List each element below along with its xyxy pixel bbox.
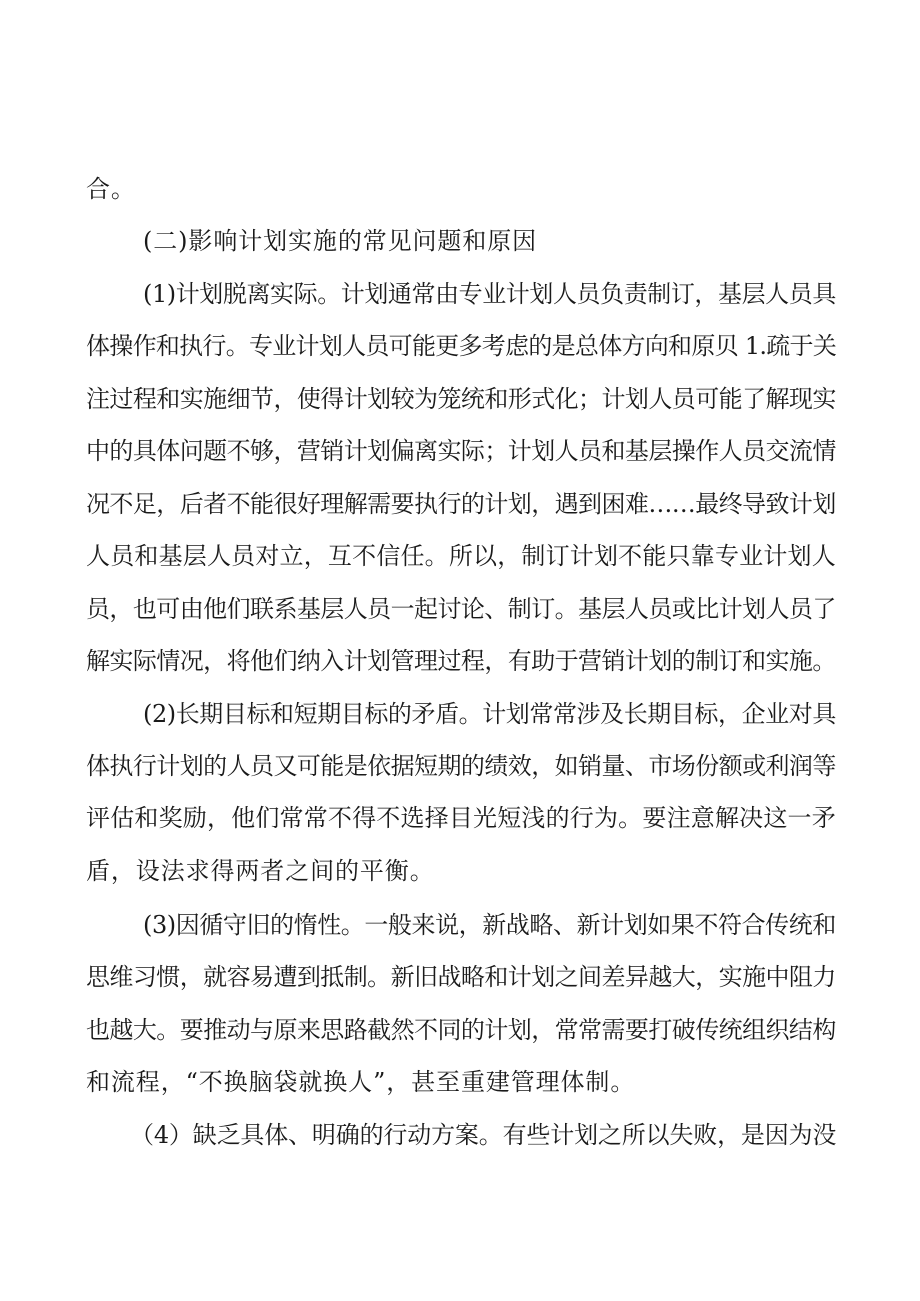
text-line: 况不足，后者不能很好理解需要执行的计划，遇到困难……最终导致计划 (86, 490, 836, 518)
text-line: 注过程和实施细节，使得计划较为笼统和形式化；计划人员可能了解现实 (86, 385, 836, 413)
text-line: 评估和奖励，他们常常不得不选择目光短浅的行为。要注意解决这一矛 (86, 804, 836, 832)
text-line: 体执行计划的人员又可能是依据短期的绩效，如销量、市场份额或利润等 (86, 752, 836, 780)
text-line: (1)计划脱离实际。计划通常由专业计划人员负责制订，基层人员具 (143, 280, 836, 308)
text-line: 合。 (86, 175, 136, 203)
text-line: （4）缺乏具体、明确的行动方案。有些计划之所以失败，是因为没 (130, 1121, 837, 1149)
section-heading: (二)影响计划实施的常见问题和原因 (143, 227, 538, 255)
text-line: 思维习惯，就容易遭到抵制。新旧战略和计划之间差异越大，实施中阻力 (86, 963, 836, 991)
text-line: 员，也可由他们联系基层人员一起讨论、制订。基层人员或比计划人员了 (86, 595, 836, 623)
text-line: 体操作和执行。专业计划人员可能更多考虑的是总体方向和原贝 1.疏于关 (86, 332, 837, 360)
text-line: (3)因循守旧的惰性。一般来说，新战略、新计划如果不符合传统和 (143, 911, 836, 939)
text-line: 和流程，“不换脑袋就换人”，甚至重建管理体制。 (86, 1068, 636, 1096)
text-line: 中的具体问题不够，营销计划偏离实际；计划人员和基层操作人员交流情 (86, 437, 836, 465)
text-line: 也越大。要推动与原来思路截然不同的计划，常常需要打破传统组织结构 (86, 1016, 836, 1044)
text-line: (2)长期目标和短期目标的矛盾。计划常常涉及长期目标，企业对具 (143, 700, 836, 728)
text-line: 解实际情况，将他们纳入计划管理过程，有助于营销计划的制订和实施。 (86, 647, 836, 675)
text-line: 人员和基层人员对立，互不信任。所以，制订计划不能只靠专业计划人 (86, 542, 836, 570)
text-line: 盾，设法求得两者之间的平衡。 (86, 857, 435, 885)
